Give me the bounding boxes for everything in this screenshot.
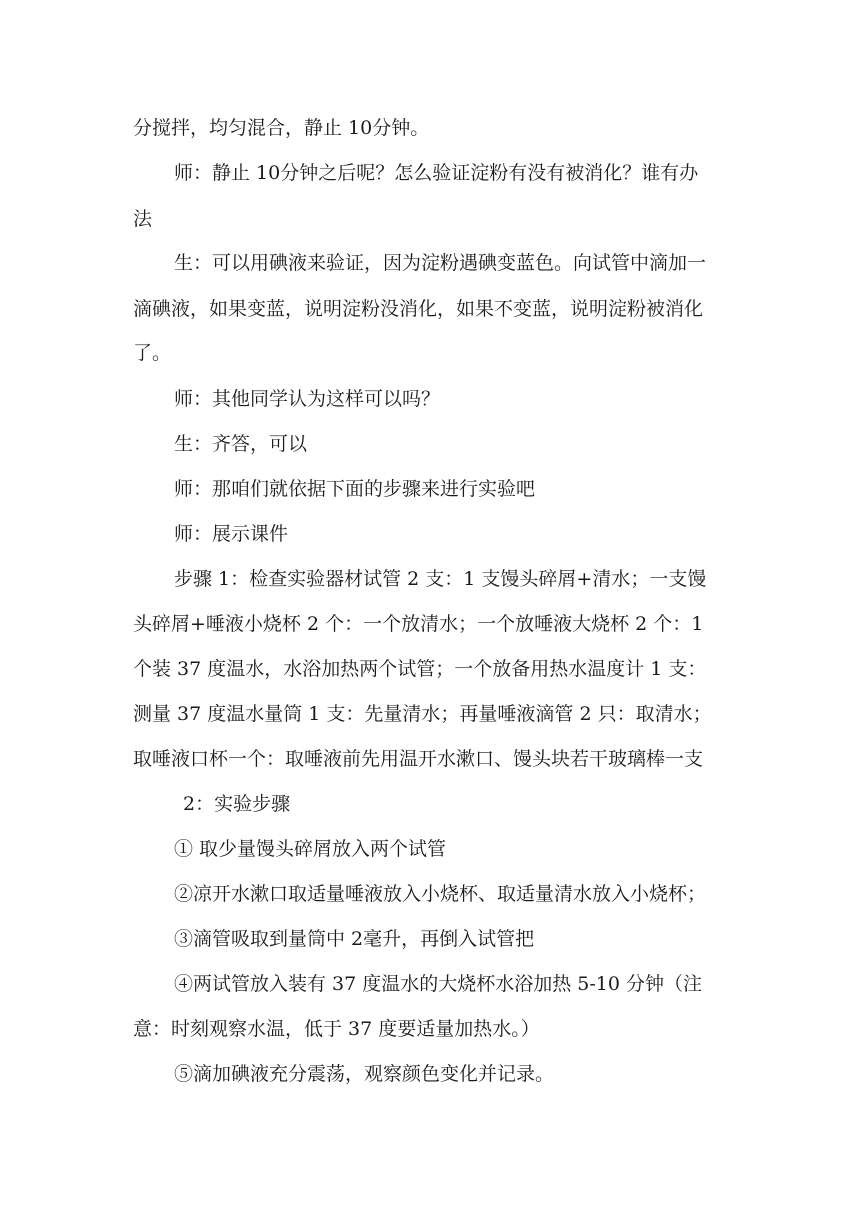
- text-line: 师：展示课件: [174, 523, 289, 545]
- text-line: 头碎屑+唾液小烧杯 2 个：一个放清水；一个放唾液大烧杯 2 个：1: [133, 613, 704, 635]
- section-heading: 2：实验步骤: [183, 793, 291, 815]
- text-line: 意：时刻观察水温，低于 37 度要适量加热水。）: [133, 1018, 540, 1040]
- step-item: ③滴管吸取到量筒中 2毫升，再倒入试管把: [174, 928, 535, 950]
- text-line: 师：静止 10分钟之后呢？怎么验证淀粉有没有被消化？谁有办: [174, 162, 699, 184]
- text-line: 生：齐答，可以: [174, 433, 308, 455]
- step-item: ②凉开水漱口取适量唾液放入小烧杯、取适量清水放入小烧杯；: [174, 883, 707, 905]
- text-line: 个装 37 度温水，水浴加热两个试管；一个放备用热水温度计 1 支：: [133, 658, 707, 680]
- text-line: 测量 37 度温水量筒 1 支：先量清水；再量唾液滴管 2 只：取清水；: [133, 703, 712, 725]
- text-line: 生：可以用碘液来验证，因为淀粉遇碘变蓝色。向试管中滴加一: [174, 252, 707, 274]
- text-line: 滴碘液，如果变蓝，说明淀粉没消化，如果不变蓝，说明淀粉被消化: [133, 298, 704, 320]
- step-item: ⑤滴加碘液充分震荡，观察颜色变化并记录。: [174, 1063, 555, 1085]
- text-line: 取唾液口杯一个：取唾液前先用温开水漱口、馒头块若干玻璃棒一支: [133, 748, 704, 770]
- text-line: 了。: [133, 342, 172, 364]
- step-item: ④两试管放入装有 37 度温水的大烧杯水浴加热 5-10 分钟（注: [174, 973, 703, 995]
- text-line: 分搅拌，均匀混合，静止 10分钟。: [133, 117, 430, 139]
- text-line: 法: [133, 208, 153, 230]
- text-line: 步骤 1：检查实验器材试管 2 支：1 支馒头碎屑+清水；一支馒: [174, 568, 707, 590]
- step-item: ① 取少量馒头碎屑放入两个试管: [174, 838, 447, 860]
- text-line: 师：其他同学认为这样可以吗？: [174, 388, 441, 410]
- text-line: 师：那咱们就依据下面的步骤来进行实验吧: [174, 478, 536, 500]
